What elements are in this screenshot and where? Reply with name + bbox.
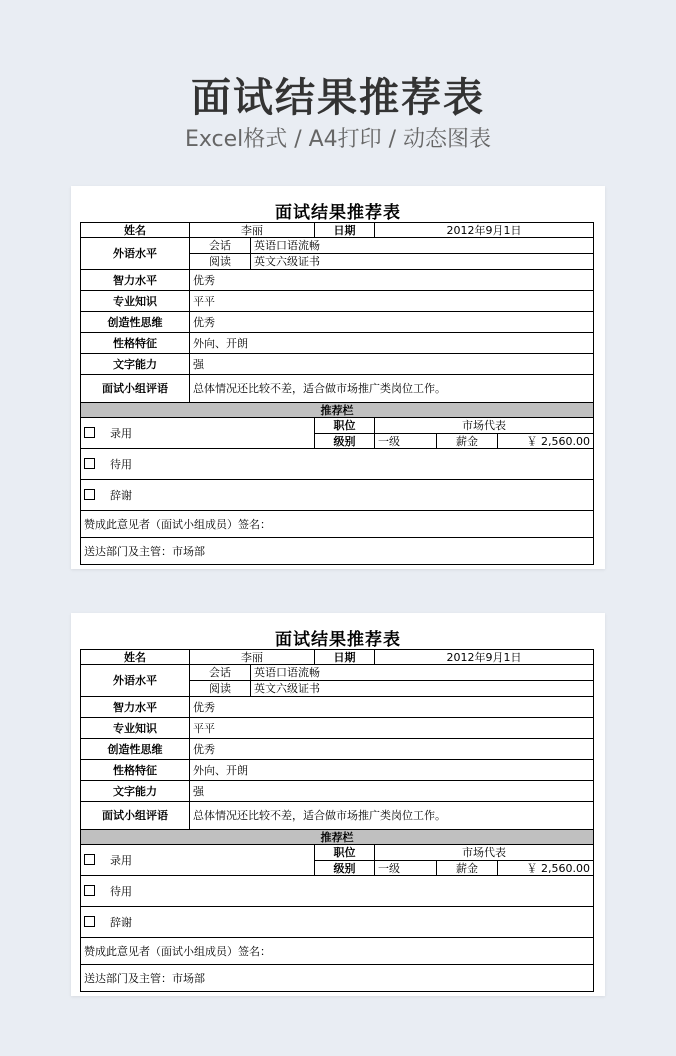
expertise-row	[81, 291, 594, 312]
checkbox-icon[interactable]	[84, 458, 95, 469]
expertise-row	[81, 718, 594, 739]
writing-label: 文字能力	[81, 354, 190, 375]
dept-line: 送达部门及主管：市场部	[81, 965, 594, 992]
salary-value: ￥ 2,560.00	[498, 434, 594, 449]
creativity-row	[81, 312, 594, 333]
dept-row	[81, 965, 594, 992]
name-row	[81, 223, 594, 238]
intelligence-value: 优秀	[190, 270, 594, 291]
position-value: 市场代表	[375, 845, 594, 861]
position-label: 职位	[315, 418, 375, 434]
checkbox-icon[interactable]	[84, 489, 95, 500]
hire-row	[81, 845, 594, 861]
option-wait[interactable]	[81, 876, 594, 907]
level-value: 一级	[375, 861, 437, 876]
comment-value: 总体情况还比较不差，适合做市场推广类岗位工作。	[190, 802, 594, 830]
date-value: 2012年9月1日	[375, 223, 594, 238]
page-subtitle: Excel格式 / A4打印 / 动态图表	[184, 127, 492, 152]
option-hire[interactable]	[81, 845, 315, 876]
expertise-label: 专业知识	[81, 291, 190, 312]
form-title: 面试结果推荐表	[275, 630, 401, 650]
name-label: 姓名	[81, 650, 190, 665]
expertise-value: 平平	[190, 718, 594, 739]
intelligence-label: 智力水平	[81, 697, 190, 718]
interview-form-table	[80, 649, 594, 992]
creativity-label: 创造性思维	[81, 739, 190, 760]
comment-row	[81, 802, 594, 830]
checkbox-icon[interactable]	[84, 427, 95, 438]
level-label: 级别	[315, 434, 375, 449]
expertise-label: 专业知识	[81, 718, 190, 739]
writing-value: 强	[190, 354, 594, 375]
form-title: 面试结果推荐表	[275, 203, 401, 223]
option-decline[interactable]	[81, 907, 594, 938]
creativity-label: 创造性思维	[81, 312, 190, 333]
intelligence-row	[81, 270, 594, 291]
name-value: 李丽	[190, 223, 315, 238]
reading-label: 阅读	[190, 681, 251, 697]
option-hire-label: 录用	[110, 854, 132, 867]
speaking-label: 会话	[190, 238, 251, 254]
writing-row	[81, 781, 594, 802]
salary-label: 薪金	[437, 434, 498, 449]
approvers-row	[81, 511, 594, 538]
language-label: 外语水平	[81, 665, 190, 697]
intelligence-label: 智力水平	[81, 270, 190, 291]
decline-row	[81, 480, 594, 511]
option-wait[interactable]	[81, 449, 594, 480]
speaking-row	[81, 238, 594, 254]
comment-label: 面试小组评语	[81, 802, 190, 830]
creativity-row	[81, 739, 594, 760]
writing-row	[81, 354, 594, 375]
wait-row	[81, 449, 594, 480]
writing-label: 文字能力	[81, 781, 190, 802]
expertise-value: 平平	[190, 291, 594, 312]
language-label: 外语水平	[81, 238, 190, 270]
speaking-value: 英语口语流畅	[251, 238, 594, 254]
approvers-line: 赞成此意见者（面试小组成员）签名：	[81, 511, 594, 538]
reading-value: 英文六级证书	[251, 254, 594, 270]
reading-value: 英文六级证书	[251, 681, 594, 697]
recommend-label: 推荐栏	[81, 403, 594, 418]
comment-value: 总体情况还比较不差，适合做市场推广类岗位工作。	[190, 375, 594, 403]
level-value: 一级	[375, 434, 437, 449]
recommend-band	[81, 830, 594, 845]
personality-value: 外向、开朗	[190, 760, 594, 781]
salary-value: ￥ 2,560.00	[498, 861, 594, 876]
checkbox-icon[interactable]	[84, 854, 95, 865]
speaking-label: 会话	[190, 665, 251, 681]
comment-label: 面试小组评语	[81, 375, 190, 403]
date-label: 日期	[315, 223, 375, 238]
checkbox-icon[interactable]	[84, 916, 95, 927]
creativity-value: 优秀	[190, 312, 594, 333]
option-hire-label: 录用	[110, 427, 132, 440]
form-sheet-preview-1	[71, 186, 605, 569]
option-decline-label: 辞谢	[110, 489, 132, 502]
interview-form-table	[80, 222, 594, 565]
writing-value: 强	[190, 781, 594, 802]
creativity-value: 优秀	[190, 739, 594, 760]
personality-label: 性格特征	[81, 760, 190, 781]
option-hire[interactable]	[81, 418, 315, 449]
position-label: 职位	[315, 845, 375, 861]
speaking-row	[81, 665, 594, 681]
salary-label: 薪金	[437, 861, 498, 876]
decline-row	[81, 907, 594, 938]
recommend-band	[81, 403, 594, 418]
comment-row	[81, 375, 594, 403]
form-sheet-preview-2	[71, 613, 605, 996]
recommend-label: 推荐栏	[81, 830, 594, 845]
page-title: 面试结果推荐表	[191, 75, 485, 121]
reading-label: 阅读	[190, 254, 251, 270]
date-label: 日期	[315, 650, 375, 665]
dept-row	[81, 538, 594, 565]
level-label: 级别	[315, 861, 375, 876]
name-value: 李丽	[190, 650, 315, 665]
option-decline[interactable]	[81, 480, 594, 511]
option-wait-label: 待用	[110, 458, 132, 471]
name-label: 姓名	[81, 223, 190, 238]
intelligence-value: 优秀	[190, 697, 594, 718]
intelligence-row	[81, 697, 594, 718]
personality-row	[81, 333, 594, 354]
option-decline-label: 辞谢	[110, 916, 132, 929]
personality-label: 性格特征	[81, 333, 190, 354]
approvers-row	[81, 938, 594, 965]
personality-value: 外向、开朗	[190, 333, 594, 354]
position-value: 市场代表	[375, 418, 594, 434]
dept-line: 送达部门及主管：市场部	[81, 538, 594, 565]
option-wait-label: 待用	[110, 885, 132, 898]
wait-row	[81, 876, 594, 907]
speaking-value: 英语口语流畅	[251, 665, 594, 681]
approvers-line: 赞成此意见者（面试小组成员）签名：	[81, 938, 594, 965]
personality-row	[81, 760, 594, 781]
checkbox-icon[interactable]	[84, 885, 95, 896]
name-row	[81, 650, 594, 665]
date-value: 2012年9月1日	[375, 650, 594, 665]
hire-row	[81, 418, 594, 434]
